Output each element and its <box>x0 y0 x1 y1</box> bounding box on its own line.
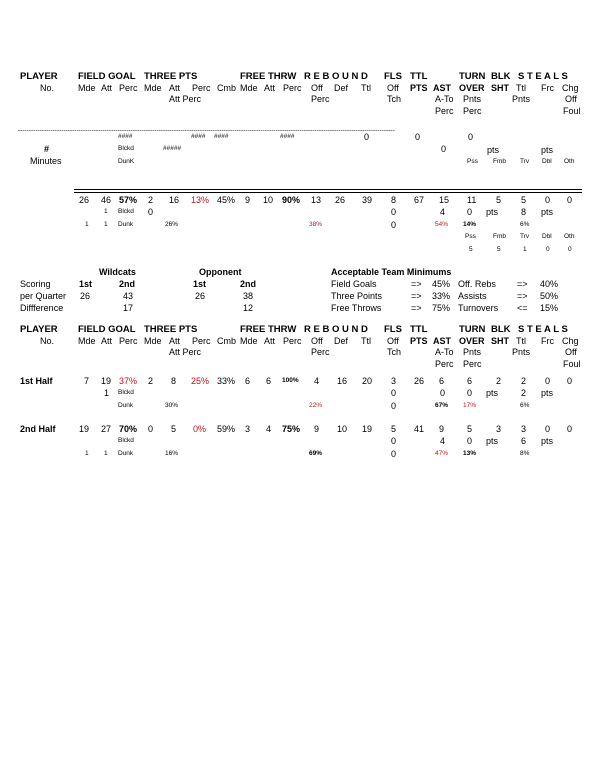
half-over-perc-header: Perc <box>463 359 482 369</box>
top-ft-mde-header: Mde <box>240 83 258 93</box>
min-0-val-b: 40% <box>540 279 559 289</box>
tot-ast: 15 <box>439 195 450 205</box>
top-stl-pnts-header: Pnts <box>512 94 531 104</box>
half2-tp-mde: 0 <box>148 424 154 434</box>
half2-blk: 3 <box>496 424 502 434</box>
half2-r3-stl-perc: 8% <box>520 450 530 457</box>
tot3-stl-perc: 6% <box>520 221 530 228</box>
tmpl-zero-2: 0 <box>415 132 421 142</box>
tot5-pss: 5 <box>469 246 473 253</box>
half2-ft-perc: 75% <box>282 424 301 434</box>
wildcats-1st: 1st <box>79 279 93 289</box>
half-off2-header: Off <box>565 347 577 357</box>
num-sign: # <box>44 144 50 154</box>
top-free-thrw-header: FREE THRW <box>240 71 297 82</box>
half2-fg-mde: 19 <box>78 424 89 434</box>
half1-blk: 2 <box>496 376 502 386</box>
half1-ft-perc: 100% <box>282 377 299 384</box>
tot-chg: 0 <box>567 195 573 205</box>
half1-label: 1st Half <box>20 376 53 386</box>
min-0-val: 45% <box>432 279 451 289</box>
tot4-pss: Pss <box>465 233 476 240</box>
tot-reb-off: 13 <box>311 195 322 205</box>
half1-r3-tp-perc: 30% <box>165 402 179 409</box>
half2-turn: 5 <box>467 424 473 434</box>
min-1-val-b: 50% <box>540 291 559 301</box>
half-stl-ttl-header: Ttl <box>516 336 526 346</box>
half1-r3-stl-perc: 6% <box>520 402 530 409</box>
top-ft-perc-header: Perc <box>283 83 302 93</box>
half1-cmb: 33% <box>217 376 236 386</box>
half-tp-perc-header: Perc <box>192 336 211 346</box>
tot3-one-a: 1 <box>85 221 89 228</box>
half1-ast: 6 <box>439 376 445 386</box>
half2-ast: 9 <box>439 424 445 434</box>
tot-stl: 5 <box>521 195 527 205</box>
tmpl-oth: Oth <box>564 158 575 165</box>
tot3-fls: 0 <box>391 220 397 230</box>
tot4-fmb: Fmb <box>493 233 506 240</box>
half1-r3-fls: 0 <box>391 401 397 411</box>
half-free-thrw-header: FREE THRW <box>240 324 297 335</box>
half1-fg-mde: 7 <box>83 376 89 386</box>
tot5-oth: 0 <box>568 246 572 253</box>
half2-tp-perc: 0% <box>193 424 207 434</box>
half-perc-header: Perc <box>119 336 138 346</box>
half1-tp-att: 8 <box>171 376 177 386</box>
half-foul-header: Foul <box>563 359 581 369</box>
tot-tp-perc: 13% <box>191 195 210 205</box>
half2-r3-dunk: Dunk <box>118 450 134 457</box>
opponent-2nd: 2nd <box>240 279 257 289</box>
opponent-q1: 26 <box>195 291 206 301</box>
top-perc-header: Perc <box>119 83 138 93</box>
top-steals-header: S T E A L S <box>518 71 568 82</box>
tot-fls: 8 <box>391 195 397 205</box>
top-no-header: No. <box>40 83 55 93</box>
min-0-op: => <box>411 279 422 289</box>
half2-frc: 0 <box>545 424 551 434</box>
tmpl-pts-2: pts <box>541 145 554 155</box>
half2-reb-off: 9 <box>314 424 320 434</box>
half1-stl: 2 <box>521 376 527 386</box>
half2-r3-one-a: 1 <box>85 450 89 457</box>
tot-frc: 0 <box>545 195 551 205</box>
min-2-val: 75% <box>432 303 451 313</box>
tot-tp-att: 16 <box>169 195 180 205</box>
top-ttl-header: TTL <box>410 71 428 82</box>
tot-ft-mde: 9 <box>245 195 251 205</box>
top-att-header: Att <box>101 83 113 93</box>
half-ft-att-header: Att <box>264 336 276 346</box>
half-player-header: PLAYER <box>20 324 58 335</box>
half1-r2-ast: 0 <box>440 388 446 398</box>
minimums-title: Acceptable Team Minimums <box>331 267 452 277</box>
half1-r3-ast-perc: 67% <box>435 402 449 409</box>
tot-reb-ttl: 39 <box>362 195 373 205</box>
difference-label: Diffference <box>20 303 64 313</box>
top-off2-header: Off <box>565 94 577 104</box>
half2-r3-fls: 0 <box>391 449 397 459</box>
half-ast-perc-header: Perc <box>435 359 454 369</box>
half1-ttl-pts: 26 <box>414 376 425 386</box>
half1-r2-pts: pts <box>486 388 499 398</box>
half2-r2-blckd: Blckd <box>118 437 134 444</box>
half2-r3-off-perc: 69% <box>309 450 323 457</box>
half2-ft-att: 4 <box>266 424 272 434</box>
half-ft-mde-header: Mde <box>240 336 258 346</box>
half2-r3-one-b: 1 <box>104 450 108 457</box>
tot5-fmb: 5 <box>497 246 501 253</box>
tmpl-pss: Pss <box>467 158 478 165</box>
tot-turn: 11 <box>467 195 477 205</box>
half1-tp-mde: 2 <box>148 376 154 386</box>
min-2-op-b: <= <box>517 303 528 313</box>
hash-ft: #### <box>280 133 295 140</box>
half1-turn: 6 <box>467 376 473 386</box>
half1-reb-ttl: 20 <box>362 376 373 386</box>
half-rebound-header: R E B O U N D <box>304 324 368 335</box>
tot-fg-att: 46 <box>100 195 111 205</box>
top-turn-header: TURN <box>459 71 486 82</box>
wildcats-2nd: 2nd <box>119 279 136 289</box>
top-tp-att-header: Att <box>169 83 181 93</box>
hash-tp: #### <box>191 133 206 140</box>
half2-stl: 3 <box>521 424 527 434</box>
top-sht-header: SHT <box>491 83 509 93</box>
top-ast-perc-header: Perc <box>435 106 454 116</box>
top-rebound-header: R E B O U N D <box>304 71 368 82</box>
half-off-header: Off <box>311 336 323 346</box>
top-mde-header: Mde <box>78 83 96 93</box>
top-blk-header: BLK <box>491 71 511 82</box>
min-2-op: => <box>411 303 422 313</box>
half1-chg: 0 <box>567 376 573 386</box>
tot-fg-mde: 26 <box>78 195 89 205</box>
wildcats-q1: 26 <box>80 291 91 301</box>
tot3-tp-perc: 26% <box>165 221 179 228</box>
half-att-header: Att <box>101 336 113 346</box>
tot-ft-att: 10 <box>263 195 274 205</box>
opponent-q2: 38 <box>243 291 254 301</box>
tot-blk: 5 <box>496 195 502 205</box>
opponent-1st: 1st <box>193 279 207 289</box>
wildcats-diff: 17 <box>123 303 134 313</box>
tmpl-fmb: Fmb <box>493 158 506 165</box>
half-tch-header: Tch <box>387 347 402 357</box>
tot5-dbl: 0 <box>546 246 550 253</box>
top-stl-ttl-header: Ttl <box>516 83 526 93</box>
half1-r2-pts2: pts <box>541 388 554 398</box>
tot-reb-def: 26 <box>335 195 346 205</box>
half-fls-off-header: Off <box>387 336 399 346</box>
half2-fg-att: 27 <box>100 424 111 434</box>
top-player-header: PLAYER <box>20 71 58 82</box>
half-mde-header: Mde <box>78 336 96 346</box>
half2-r2-pts2: pts <box>541 436 554 446</box>
half1-r3-off-perc: 22% <box>309 402 323 409</box>
half1-reb-off: 4 <box>314 376 320 386</box>
half-steals-header: S T E A L S <box>518 324 568 335</box>
top-frc-header: Frc <box>541 83 554 93</box>
half2-reb-def: 10 <box>337 424 348 434</box>
half1-r2-stl: 2 <box>521 388 527 398</box>
tot3-dunk: Dunk <box>118 221 134 228</box>
top-over-perc-header: Perc <box>463 106 482 116</box>
top-field-goal-header: FIELD GOAL <box>78 71 136 82</box>
min-1-label: Three Points <box>331 291 383 301</box>
half2-ft-mde: 3 <box>245 424 251 434</box>
opponent-label: Opponent <box>199 267 242 277</box>
half-ast-header: AST <box>433 336 451 346</box>
tmpl-dbl: Dbl <box>542 158 552 165</box>
tot2-blckd: Blckd <box>118 208 134 215</box>
half1-fls: 3 <box>391 376 397 386</box>
tot-ft-perc: 90% <box>282 195 301 205</box>
half-fls-header: FLS <box>384 324 402 335</box>
opponent-diff: 12 <box>243 303 254 313</box>
dash-line: ------------------------------------------------------------------------------------------------------------------------------------------------------------------------------ <box>18 128 395 134</box>
half2-r2-pts: pts <box>486 436 499 446</box>
min-1-label-b: Assists <box>458 291 487 301</box>
half2-chg: 0 <box>567 424 573 434</box>
top-tp-perc-header: Perc <box>192 83 211 93</box>
tmpl-pts: pts <box>487 145 500 155</box>
min-2-label-b: Turnovers <box>458 303 499 313</box>
half2-r2-fls: 0 <box>391 436 397 446</box>
tot4-trv: Trv <box>520 233 530 240</box>
half2-r2-stl: 6 <box>521 436 527 446</box>
half2-fg-perc: 70% <box>119 424 138 434</box>
tot3-off-perc: 38% <box>309 221 323 228</box>
min-1-op-b: => <box>517 291 528 301</box>
tot-fg-perc: 57% <box>119 195 138 205</box>
top-pts-header: PTS <box>410 83 428 93</box>
min-1-op: => <box>411 291 422 301</box>
half1-r3-turn-perc: 17% <box>463 402 477 409</box>
half1-tp-perc: 25% <box>191 376 210 386</box>
top-ft-att-header: Att <box>264 83 276 93</box>
half-no-header: No. <box>40 336 55 346</box>
tot4-oth: Oth <box>564 233 575 240</box>
half2-reb-ttl: 19 <box>362 424 373 434</box>
top-ast-header: AST <box>433 83 451 93</box>
tot3-turn-perc: 14% <box>463 221 477 228</box>
min-0-label: Field Goals <box>331 279 377 289</box>
tot2-ast: 4 <box>440 207 446 217</box>
half2-r2-turn: 0 <box>467 436 473 446</box>
min-2-val-b: 15% <box>540 303 559 313</box>
tmpl-zero-3: 0 <box>468 132 474 142</box>
per-quarter-label: per Quarter <box>20 291 67 301</box>
min-0-op-b: => <box>517 279 528 289</box>
tot3-one-b: 1 <box>104 221 108 228</box>
top-three-pts-header: THREE PTS <box>144 71 198 82</box>
top-def-header: Def <box>334 83 349 93</box>
wildcats-label: Wildcats <box>99 267 136 277</box>
divider <box>74 192 582 193</box>
tot4-dbl: Dbl <box>542 233 552 240</box>
tmpl-dunk: DunK <box>118 158 135 165</box>
top-off-perc-header: Perc <box>311 94 330 104</box>
scoring-label: Scoring <box>20 279 51 289</box>
half-off-perc-header: Perc <box>311 347 330 357</box>
half-stl-pnts-header: Pnts <box>512 347 531 357</box>
half1-fg-att: 19 <box>100 376 111 386</box>
tot-tp-mde: 2 <box>148 195 154 205</box>
half1-reb-def: 16 <box>337 376 348 386</box>
half-def-header: Def <box>334 336 349 346</box>
hash-fg: #### <box>118 133 133 140</box>
divider <box>74 189 582 190</box>
tmpl-blckd: Blckd <box>118 145 134 152</box>
top-fls-header: FLS <box>384 71 402 82</box>
half-tp-mde-header: Mde <box>144 336 162 346</box>
tot5-trv: 1 <box>523 246 527 253</box>
tot2-stl: 8 <box>521 207 527 217</box>
half-att-perc-header: Att Perc <box>169 347 202 357</box>
half-field-goal-header: FIELD GOAL <box>78 324 136 335</box>
top-over-header: OVER <box>459 83 485 93</box>
half2-fls: 5 <box>391 424 397 434</box>
half2-r3-ast-perc: 47% <box>435 450 449 457</box>
half-over-header: OVER <box>459 336 485 346</box>
top-ato-header: A-To <box>435 94 454 104</box>
tot2-one: 1 <box>104 208 108 215</box>
half-pts-header: PTS <box>410 336 428 346</box>
min-2-label: Free Throws <box>331 303 382 313</box>
half-chg-header: Chg <box>562 336 579 346</box>
tot2-zero: 0 <box>148 207 154 217</box>
wildcats-q2: 43 <box>123 291 134 301</box>
tot2-turn: 0 <box>467 207 473 217</box>
min-0-label-b: Off. Rebs <box>458 279 496 289</box>
half-pnts-header: Pnts <box>463 347 482 357</box>
tot-ttl-pts: 67 <box>414 195 425 205</box>
top-foul-header: Foul <box>563 106 581 116</box>
tmpl-trv: Trv <box>520 158 530 165</box>
tot2-pts: pts <box>486 207 499 217</box>
half1-r2-blckd: Blckd <box>118 389 134 396</box>
tmpl-zero-1: 0 <box>364 132 370 142</box>
half1-ft-att: 6 <box>266 376 272 386</box>
tot3-ast-perc: 54% <box>435 221 449 228</box>
top-tp-mde-header: Mde <box>144 83 162 93</box>
top-cmb-header: Cmb <box>217 83 237 93</box>
half-turn-header: TURN <box>459 324 486 335</box>
hash-5: ##### <box>163 145 182 152</box>
half1-r2-turn: 0 <box>467 388 473 398</box>
top-reb-ttl-header: Ttl <box>361 83 371 93</box>
half1-fg-perc: 37% <box>119 376 138 386</box>
half-tp-att-header: Att <box>169 336 181 346</box>
half2-tp-att: 5 <box>171 424 177 434</box>
half2-ttl-pts: 41 <box>414 424 425 434</box>
half-reb-ttl-header: Ttl <box>361 336 371 346</box>
top-chg-header: Chg <box>562 83 579 93</box>
minutes-label: Minutes <box>30 156 62 166</box>
half1-r3-dunk: Dunk <box>118 402 134 409</box>
tot-cmb: 45% <box>217 195 236 205</box>
half2-cmb: 59% <box>217 424 236 434</box>
half-three-pts-header: THREE PTS <box>144 324 198 335</box>
tot2-pts2: pts <box>541 207 554 217</box>
half1-r2-fls: 0 <box>391 388 397 398</box>
half1-ft-mde: 6 <box>245 376 251 386</box>
top-att-perc-header: Att Perc <box>169 94 202 104</box>
half2-r3-turn-perc: 13% <box>463 450 477 457</box>
half2-label: 2nd Half <box>20 424 56 434</box>
top-pnts-header: Pnts <box>463 94 482 104</box>
top-fls-off-header: Off <box>387 83 399 93</box>
half-sht-header: SHT <box>491 336 509 346</box>
top-off-header: Off <box>311 83 323 93</box>
half-cmb-header: Cmb <box>217 336 237 346</box>
half-ft-perc-header: Perc <box>283 336 302 346</box>
tmpl-zero-4: 0 <box>441 144 447 154</box>
min-1-val: 33% <box>432 291 451 301</box>
hash-cmb: #### <box>214 133 229 140</box>
half1-r2-one: 1 <box>104 388 110 398</box>
half-blk-header: BLK <box>491 324 511 335</box>
half2-r3-tp-perc: 16% <box>165 450 179 457</box>
half-frc-header: Frc <box>541 336 554 346</box>
half-ato-header: A-To <box>435 347 454 357</box>
top-tch-header: Tch <box>387 94 402 104</box>
tot2-fls: 0 <box>391 207 397 217</box>
half1-frc: 0 <box>545 376 551 386</box>
half2-r2-ast: 4 <box>440 436 446 446</box>
half-ttl-header: TTL <box>410 324 428 335</box>
